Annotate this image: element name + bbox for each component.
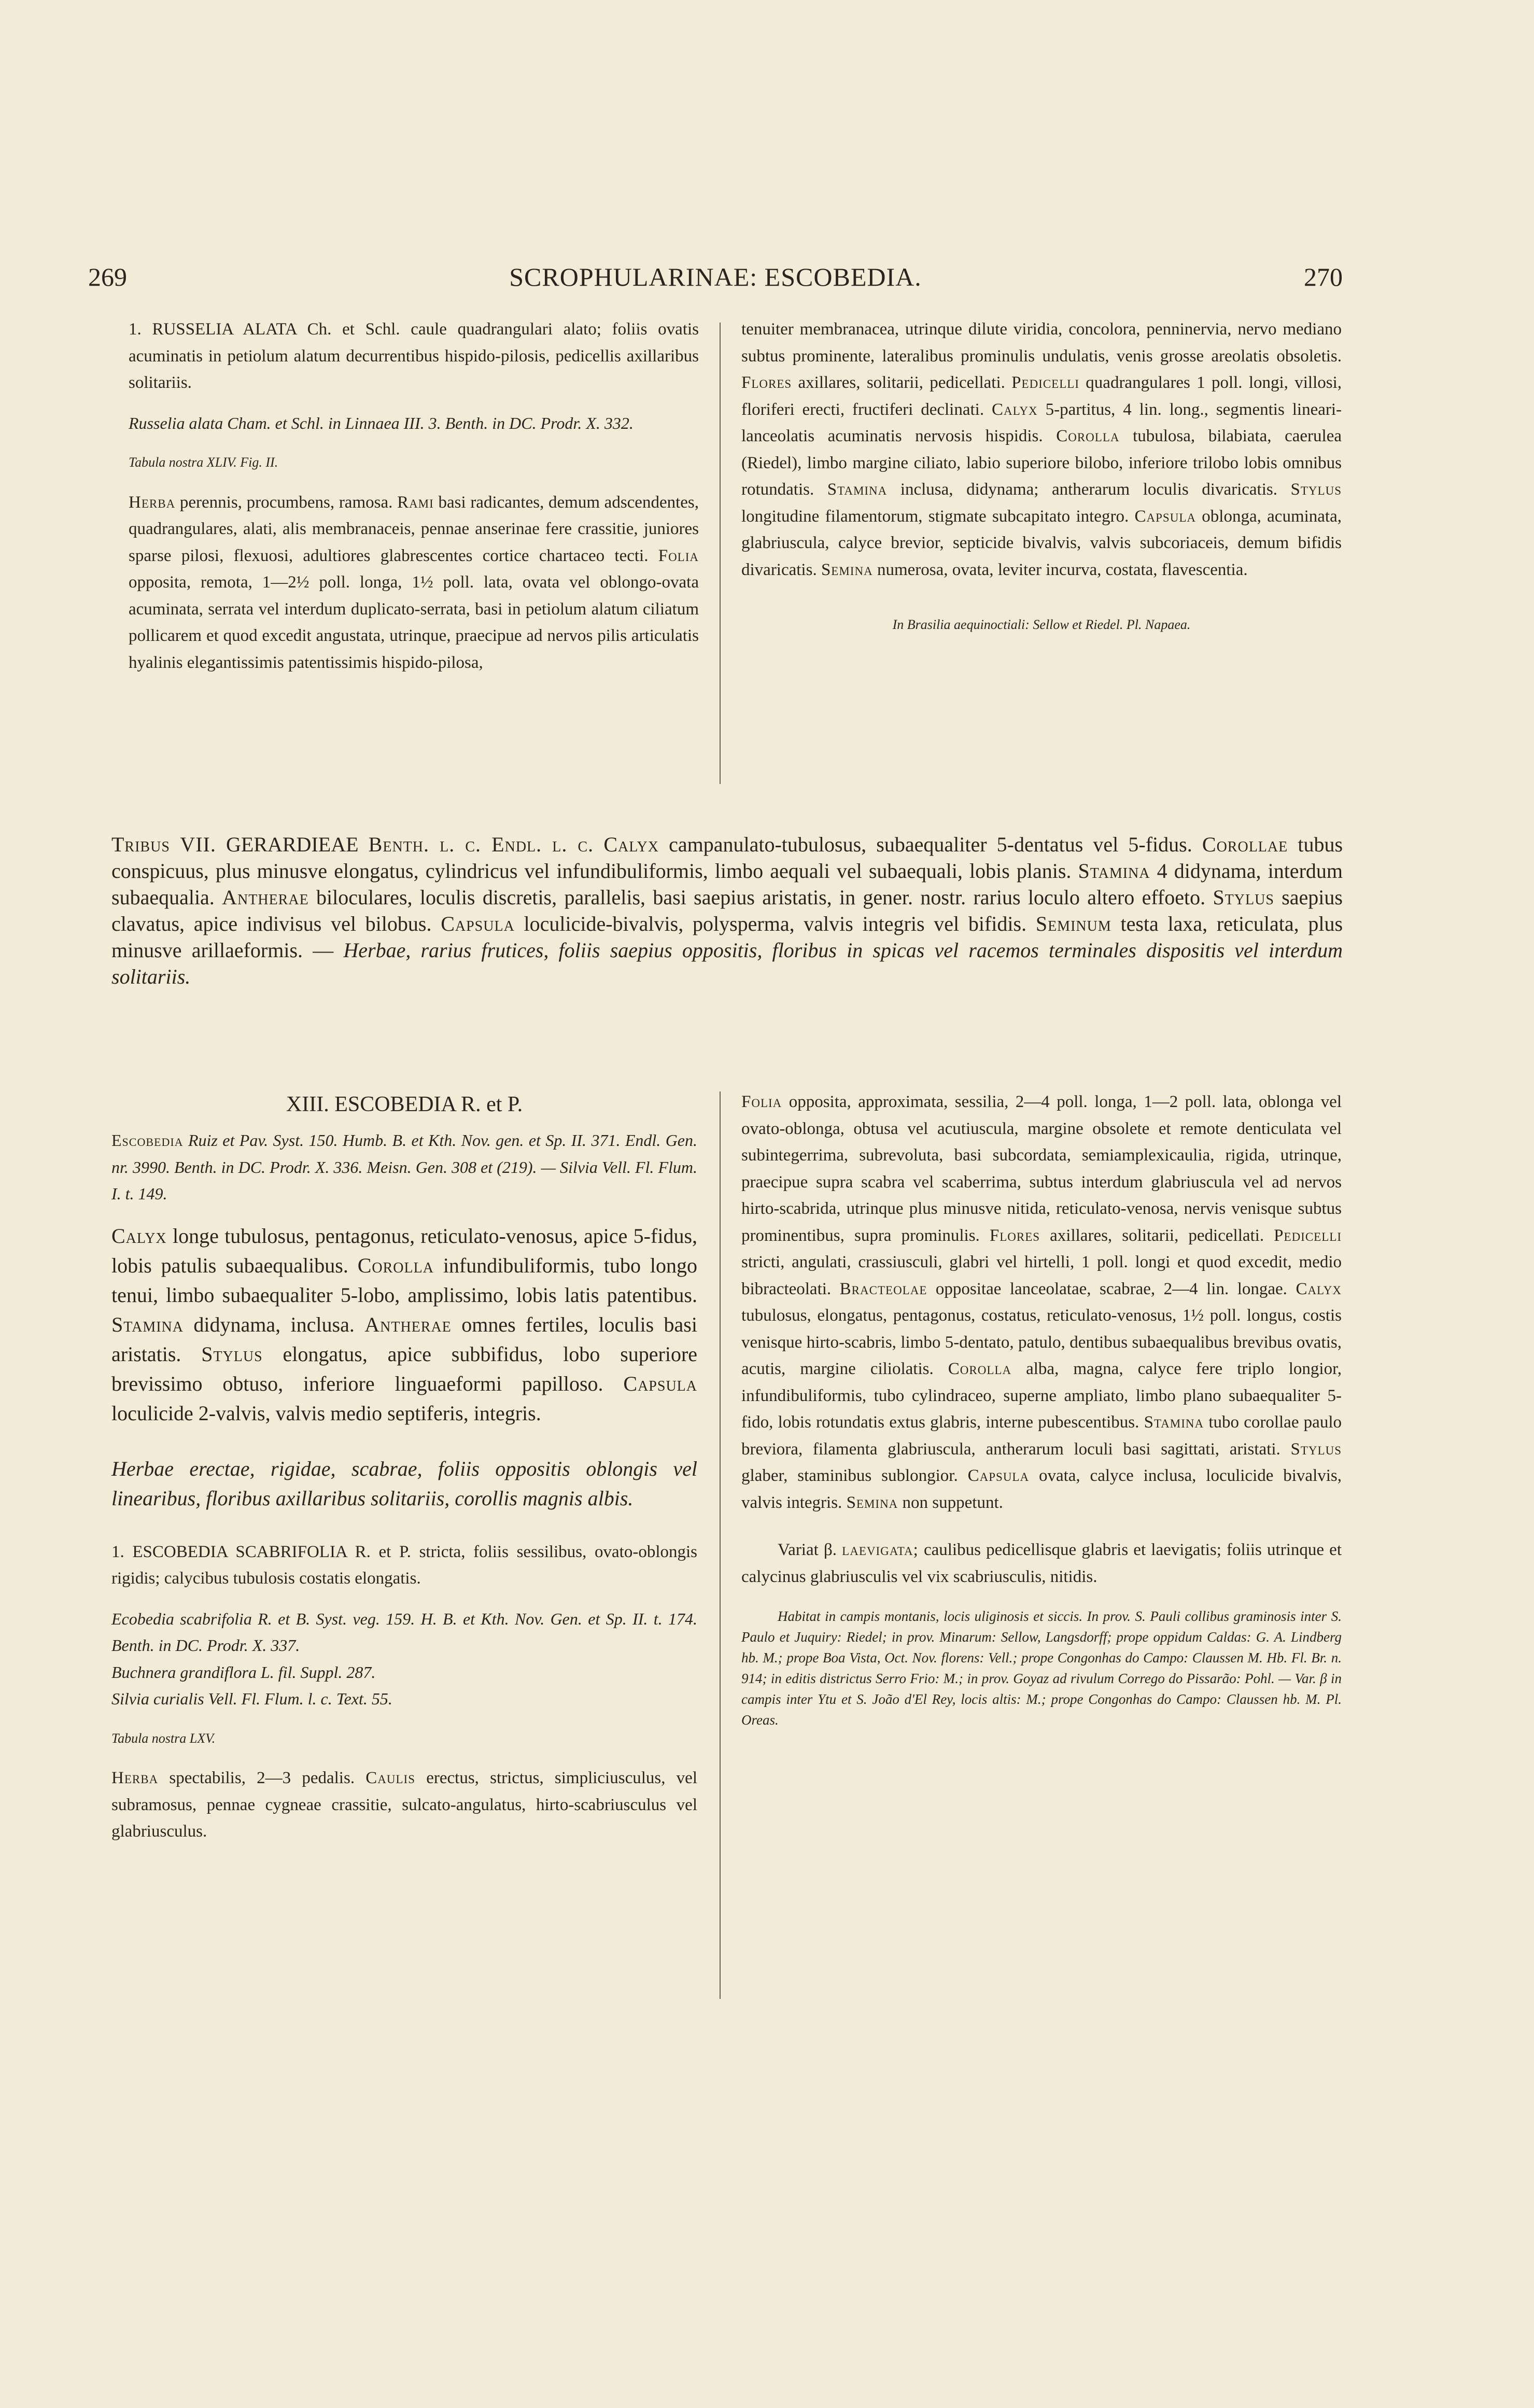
genus-calyx-label: Calyx	[111, 1224, 167, 1248]
sp-herba-label: Herba	[111, 1769, 159, 1787]
escobedia-genus-column	[111, 1089, 697, 1845]
genus-stamina-text: didynama, inclusa.	[193, 1312, 355, 1336]
genus-description	[111, 1221, 697, 1428]
species-synonym-2: Buchnera grandiflora L. fil. Suppl. 287.	[111, 1662, 376, 1682]
tribe-corollae-label: Corollae	[1202, 833, 1288, 856]
species-tabula: Tabula nostra LXV.	[111, 1730, 216, 1746]
herba-label: Herba	[129, 493, 176, 512]
tribe-seminum-text: testa laxa, reticulata, plus minusve arillaeformis. —	[111, 912, 1343, 962]
species-entry	[111, 1539, 697, 1592]
variat-label: Variat β.	[778, 1541, 837, 1559]
tribe-stylus-label: Stylus	[1213, 886, 1274, 909]
tribe-stamina-label: Stamina	[1078, 859, 1150, 883]
stamina-text: inclusa, didynama; antherarum loculis divaricatis.	[900, 480, 1277, 499]
calyx-text: 5-partitus, 4 lin. long., segmentis lineari-lanceolatis acuminatis nervosis hispidis.	[741, 400, 1342, 445]
russelia-habitat: In Brasilia aequinoctiali: Sellow et Riedel. Pl. Napaea.	[892, 617, 1191, 632]
russelia-entry	[129, 316, 699, 397]
sp-corolla-text: alba, magna, calyce fere triplo longior, infundibuliformis, tubo cylindraceo, superne ampliato, limbo plano subaequaliter 5-fido, lobis rotundatis extus glabris, interne pubescentibus.	[741, 1360, 1342, 1432]
sp-flores-label: Flores	[989, 1226, 1040, 1245]
flores-text: axillares, solitarii, pedicellati.	[798, 373, 1005, 392]
corolla-label: Corolla	[1056, 427, 1120, 445]
tribe-corollae-text: tubus conspicuus, plus minusve elongatus, cylindricus vel infundibuliformis, limbo aequali vel subaequali, lobis planis.	[111, 833, 1343, 883]
folia-text: opposita, remota, 1—2½ poll. longa, 1½ poll. lata, ovata vel oblongo-ovata acuminata, serrata vel interdum duplicato-serrata, basi in petiolum alatum ciliatum pollicarem et quod excedit angustata, utrinque, praecipue ad nervos pilis articulatis hyalinis elegantissimis patentissimis hispido-pilosa,	[129, 573, 699, 672]
stylus-label: Stylus	[1290, 480, 1342, 499]
genus-corolla-text: infundibuliformis, tubo longo tenui, limbo subaequaliter 5-lobo, amplissimo, lobis latis patentibus.	[111, 1253, 697, 1307]
sp-stamina-text: tubo corollae paulo breviora, filamenta glabriuscula, antherarum loculi basi sagittati, aristati.	[741, 1413, 1342, 1459]
folia-continued: tenuiter membranacea, utrinque dilute viridia, concolora, penninervia, nervo mediano subtus prominente, lateralibus prominulis undulatis, venis grosse areolatis obsoletis.	[741, 320, 1342, 366]
sp-stylus-label: Stylus	[1290, 1439, 1342, 1459]
sp-corolla-label: Corolla	[948, 1360, 1012, 1378]
herba-text: perennis, procumbens, ramosa.	[179, 493, 393, 512]
variety-paragraph	[741, 1537, 1342, 1590]
tribe-capsula-text: loculicide-bivalvis, polysperma, valvis integris vel bifidis.	[524, 912, 1027, 935]
sp-capsula-label: Capsula	[967, 1466, 1030, 1485]
capsula-text: oblonga, acuminata, glabriuscula, calyce brevior, septicide bivalvis, valvis subcoriaceis, demum bifidis divaricatis.	[741, 507, 1342, 579]
genus-refs-label: Escobedia	[111, 1131, 184, 1150]
species-description-start	[111, 1765, 697, 1845]
rami-text: basi radicantes, demum adscendentes, quadrangulares, alati, alis membranaceis, pennae anserinae fere crassitie, juniores sparse pilosi, flexuosi, adultiores glabrescentes cortice chartaceo tecti.	[129, 493, 699, 565]
sp-flores-text: axillares, solitarii, pedicellati.	[1050, 1226, 1264, 1245]
sp-folia-label: Folia	[741, 1093, 782, 1111]
tribe-stamina-text: 4 didynama, interdum subaequalia.	[111, 859, 1343, 909]
russelia-tabula: Tabula nostra XLIV. Fig. II.	[129, 455, 278, 470]
genus-refs-text: Ruiz et Pav. Syst. 150. Humb. B. et Kth. Nov. gen. et Sp. II. 371. Endl. Gen. nr. 3990. Benth. in DC. Prodr. X. 336. Meisn. Gen. 308 et (219). — Silvia Vell. Fl. Flum. I. t. 149.	[111, 1131, 697, 1203]
tribe-calyx-text: campanulato-tubulosus, subaequaliter 5-dentatus vel 5-fidus.	[669, 833, 1192, 856]
tribe-stylus-text: saepius clavatus, apice indivisus vel bilobus.	[111, 886, 1343, 935]
russelia-column	[129, 316, 699, 676]
tribe-calyx-label: Calyx	[603, 833, 659, 856]
sp-caulis-text: erectus, strictus, simpliciusculus, vel subramosus, pennae cygneae crassitie, sulcato-angulatus, hirto-scabriusculus vel glabriusculus.	[111, 1769, 697, 1841]
genus-stamina-label: Stamina	[111, 1312, 184, 1336]
semina-text: numerosa, ovata, leviter incurva, costata, flavescentia.	[877, 560, 1248, 579]
variat-name: laevigata;	[842, 1541, 919, 1559]
sp-calyx-label: Calyx	[1296, 1279, 1342, 1298]
stylus-text: longitudine filamentorum, stigmate subcapitato integro.	[741, 507, 1129, 526]
russelia-heading: 1. RUSSELIA ALATA Ch. et Schl.	[129, 320, 400, 339]
calyx-label: Calyx	[992, 400, 1038, 419]
genus-stylus-text: elongatus, apice subbifidus, lobo superiore brevissimo obtuso, inferiore linguaeformi papilloso.	[111, 1342, 698, 1395]
genus-antherae-label: Antherae	[364, 1312, 452, 1336]
species-synonym-1: Ecobedia scabrifolia R. et B. Syst. veg. 159. H. B. et Kth. Nov. Gen. et Sp. II. t. 174. Benth. in DC. Prodr. X. 337.	[111, 1609, 697, 1655]
corolla-text: tubulosa, bilabiata, caerulea (Riedel), limbo margine ciliato, labio superiore bilobo, inferiore trilobo lobis omnibus rotundatis.	[741, 427, 1342, 499]
tribe-habit: Herbae, rarius frutices, foliis saepius oppositis, floribus in spicas vel racemos terminales dispositis vel interdum solitariis.	[111, 939, 1343, 988]
sp-semina-label: Semina	[846, 1493, 898, 1512]
sp-pedicelli-text: stricti, angulati, crassiusculi, glabri vel hirtelli, 1 poll. longi et quod excedit, medio bibracteolati.	[741, 1253, 1342, 1298]
pedicelli-text: quadrangulares 1 poll. longi, villosi, floriferi erecti, fructiferi declinati.	[741, 373, 1342, 419]
tribe-capsula-label: Capsula	[441, 912, 515, 935]
russelia-description	[129, 489, 699, 677]
sp-bracteolae-text: oppositae lanceolatae, scabrae, 2—4 lin. longae.	[935, 1279, 1287, 1298]
tribe-authority: Benth. l. c. Endl. l. c.	[368, 833, 594, 856]
pedicelli-label: Pedicelli	[1011, 373, 1079, 392]
column-divider-top	[720, 323, 721, 784]
sp-caulis-label: Caulis	[365, 1769, 416, 1787]
tribe-seminum-label: Seminum	[1035, 912, 1111, 935]
sp-bracteolae-label: Bracteolae	[839, 1279, 927, 1298]
species-heading: 1. ESCOBEDIA SCABRIFOLIA R. et P.	[111, 1542, 411, 1561]
genus-capsula-text: loculicide 2-valvis, valvis medio septiferis, integris.	[111, 1401, 541, 1425]
stamina-label: Stamina	[827, 480, 888, 499]
tribe-label: Tribus VII.	[111, 833, 216, 856]
sp-folia-text: opposita, approximata, sessilia, 2—4 poll. longa, 1—2 poll. lata, oblonga vel ovato-oblonga, obtusa vel acutiuscula, margine obsolete et remote denticulata vel subintegerrima, subrevoluta, basi subcordata, semiamplexicaulia, rigida, utrinque, praecipue supra scabra vel scaberrima, subtus interdum glabriuscula vel ad nervos hirto-scabrida, utrinque plus minusve nitida, reticulato-venosa, nervis venisque subtus prominentibus, supra prominulis.	[741, 1093, 1342, 1245]
sp-herba-text: spectabilis, 2—3 pedalis.	[169, 1769, 355, 1787]
tribe-paragraph	[111, 831, 1343, 990]
genus-stylus-label: Stylus	[201, 1342, 263, 1366]
sp-stamina-label: Stamina	[1144, 1413, 1204, 1432]
species-diagnosis: stricta, foliis sessilibus, ovato-oblongis rigidis; calycibus tubulosis costatis elongatis.	[111, 1542, 697, 1588]
column-divider-bottom	[720, 1091, 721, 1999]
page-number-right: 270	[1304, 262, 1343, 291]
genus-corolla-label: Corolla	[357, 1253, 434, 1277]
species-habitat: Habitat in campis montanis, locis uliginosis et siccis. In prov. S. Pauli collibus graminosis inter S. Paulo et Juquiry: Riedel; in prov. Minarum: Sellow, Langsdorff; prope oppidum Caldas: G. A. Lindberg hb. M.; prope Boa Vista, Oct. Nov. florens: Vell.; prope Congonhas do Campo: Claussen M. Hb. Fl. Br. n. 914; in editis districtus Serro Frio: M.; in prov. Goyaz ad rivulum Corrego do Pissarão: Pohl. — Var. β in campis inter Ytu et S. João d'El Rey, locis altis: M.; prope Congonhas do Campo: Claussen hb. M. Pl. Oreas.	[741, 1608, 1342, 1728]
page-header	[88, 262, 1343, 298]
genus-capsula-label: Capsula	[623, 1371, 697, 1395]
running-title: SCROPHULARINAE: ESCOBEDIA.	[509, 262, 922, 291]
flores-label: Flores	[741, 373, 792, 392]
genus-heading: XIII. ESCOBEDIA R. et P.	[286, 1093, 523, 1116]
russelia-synonym: Russelia alata Cham. et Schl. in Linnaea III. 3. Benth. in DC. Prodr. X. 332.	[129, 413, 634, 432]
sp-pedicelli-label: Pedicelli	[1274, 1226, 1342, 1245]
rami-label: Rami	[397, 493, 434, 512]
sp-calyx-text: tubulosus, elongatus, pentagonus, costatus, reticulato-venosus, 1½ poll. longus, costis venisque hirto-scabris, limbo 5-dentato, patulo, dentibus subaequalibus brevibus ovatis, acutis, margine ciliolatis.	[741, 1306, 1342, 1378]
capsula-label: Capsula	[1134, 507, 1196, 526]
tribe-name: GERARDIEAE	[226, 833, 359, 856]
species-description-continued	[741, 1089, 1342, 1516]
species-synonym-3: Silvia curialis Vell. Fl. Flum. l. c. Text. 55.	[111, 1689, 392, 1708]
folia-label: Folia	[658, 546, 699, 565]
semina-label: Semina	[821, 560, 873, 579]
genus-habit: Herbae erectae, rigidae, scabrae, foliis oppositis oblongis vel linearibus, floribus axillaribus solitariis, corollis magnis albis.	[111, 1457, 697, 1510]
russelia-continued-text	[741, 316, 1342, 583]
tribe-text	[111, 831, 1343, 990]
tribe-antherae-text: biloculares, loculis discretis, parallelis, basi saepius aristatis, in gener. nostr. rarius loculo altero effoeto.	[316, 886, 1206, 909]
sp-capsula-text: ovata, calyce inclusa, loculicide bivalvis, valvis integris.	[741, 1466, 1342, 1512]
russelia-continued-column	[741, 316, 1342, 638]
variat-text: caulibus pedicellisque glabris et laevigatis; foliis utrinque et calycinus glabriusculis vel vix scabriusculis, nitidis.	[741, 1541, 1342, 1586]
escobedia-species-column	[741, 1089, 1342, 1730]
genus-references	[111, 1127, 697, 1208]
page-number-left: 269	[88, 262, 127, 291]
sp-semina-text: non suppetunt.	[902, 1493, 1003, 1512]
genus-antherae-text: omnes fertiles, loculis basi aristatis.	[111, 1312, 697, 1366]
sp-stylus-text: glaber, staminibus sublongior.	[741, 1466, 958, 1485]
genus-calyx-text: longe tubulosus, pentagonus, reticulato-venosus, apice 5-fidus, lobis patulis subaequalibus.	[111, 1224, 698, 1277]
tribe-antherae-label: Antherae	[222, 886, 309, 909]
russelia-diagnosis: caule quadrangulari alato; foliis ovatis acuminatis in petiolum alatum decurrentibus hispido-pilosis, pedicellis axillaribus solitariis.	[129, 320, 699, 392]
